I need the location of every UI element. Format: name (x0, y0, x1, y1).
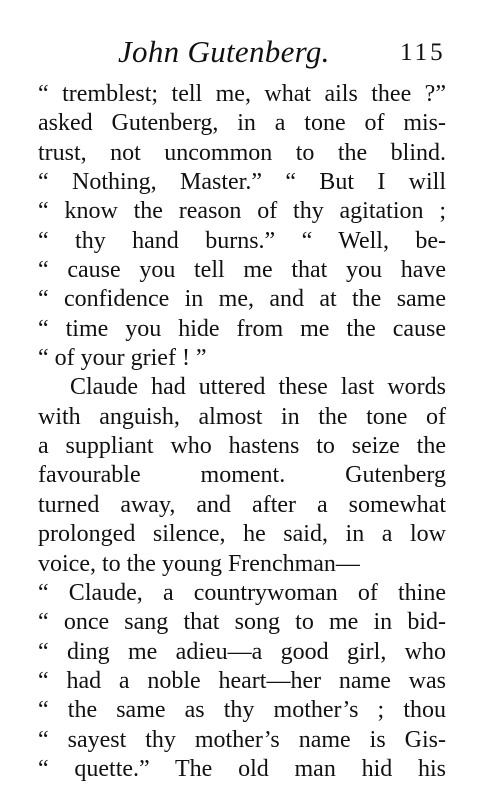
text-line: “ Nothing, Master.” “ But I will (38, 169, 446, 196)
text-line: “ of your grief ! ” (38, 345, 207, 372)
page-number: 115 (400, 39, 446, 66)
text-line: “ quette.” The old man hid his (38, 755, 446, 782)
text-line: “ ding me adieu—a good girl, who (38, 638, 446, 665)
text-line: “ thy hand burns.” “ Well, be- (38, 227, 446, 254)
text-line: “ once sang that song to me in bid- (38, 609, 446, 636)
text-line: “ cause you tell me that you have (38, 257, 446, 284)
text-line: voice, to the young Frenchman— (38, 550, 360, 577)
text-line: favourable moment. Gutenberg (38, 462, 446, 489)
running-head (0, 30, 487, 76)
text-line: a suppliant who hastens to seize the (38, 433, 446, 460)
text-line: “ tremblest; tell me, what ails thee ?” (38, 81, 446, 107)
body-text (38, 80, 446, 784)
text-line: “ know the reason of thy agitation ; (38, 198, 446, 225)
text-line: “ time you hide from me the cause (38, 315, 446, 342)
text-line: “ confidence in me, and at the same (38, 286, 446, 313)
text-line: with anguish, almost in the tone of (38, 403, 446, 430)
text-line: turned away, and after a somewhat (38, 491, 446, 518)
text-line: prolonged silence, he said, in a low (38, 521, 446, 548)
text-line: “ had a noble heart—her name was (38, 667, 446, 694)
text-line: trust, not uncommon to the blind. (38, 139, 446, 166)
text-line: asked Gutenberg, in a tone of mis- (38, 110, 446, 137)
text-line: Claude had uttered these last words (70, 374, 446, 401)
text-line: “ sayest thy mother’s name is Gis- (38, 726, 446, 753)
text-line: “ Claude, a countrywoman of thine (38, 579, 446, 606)
text-line: “ the same as thy mother’s ; thou (38, 697, 446, 724)
running-title: John Gutenberg. (118, 34, 330, 69)
